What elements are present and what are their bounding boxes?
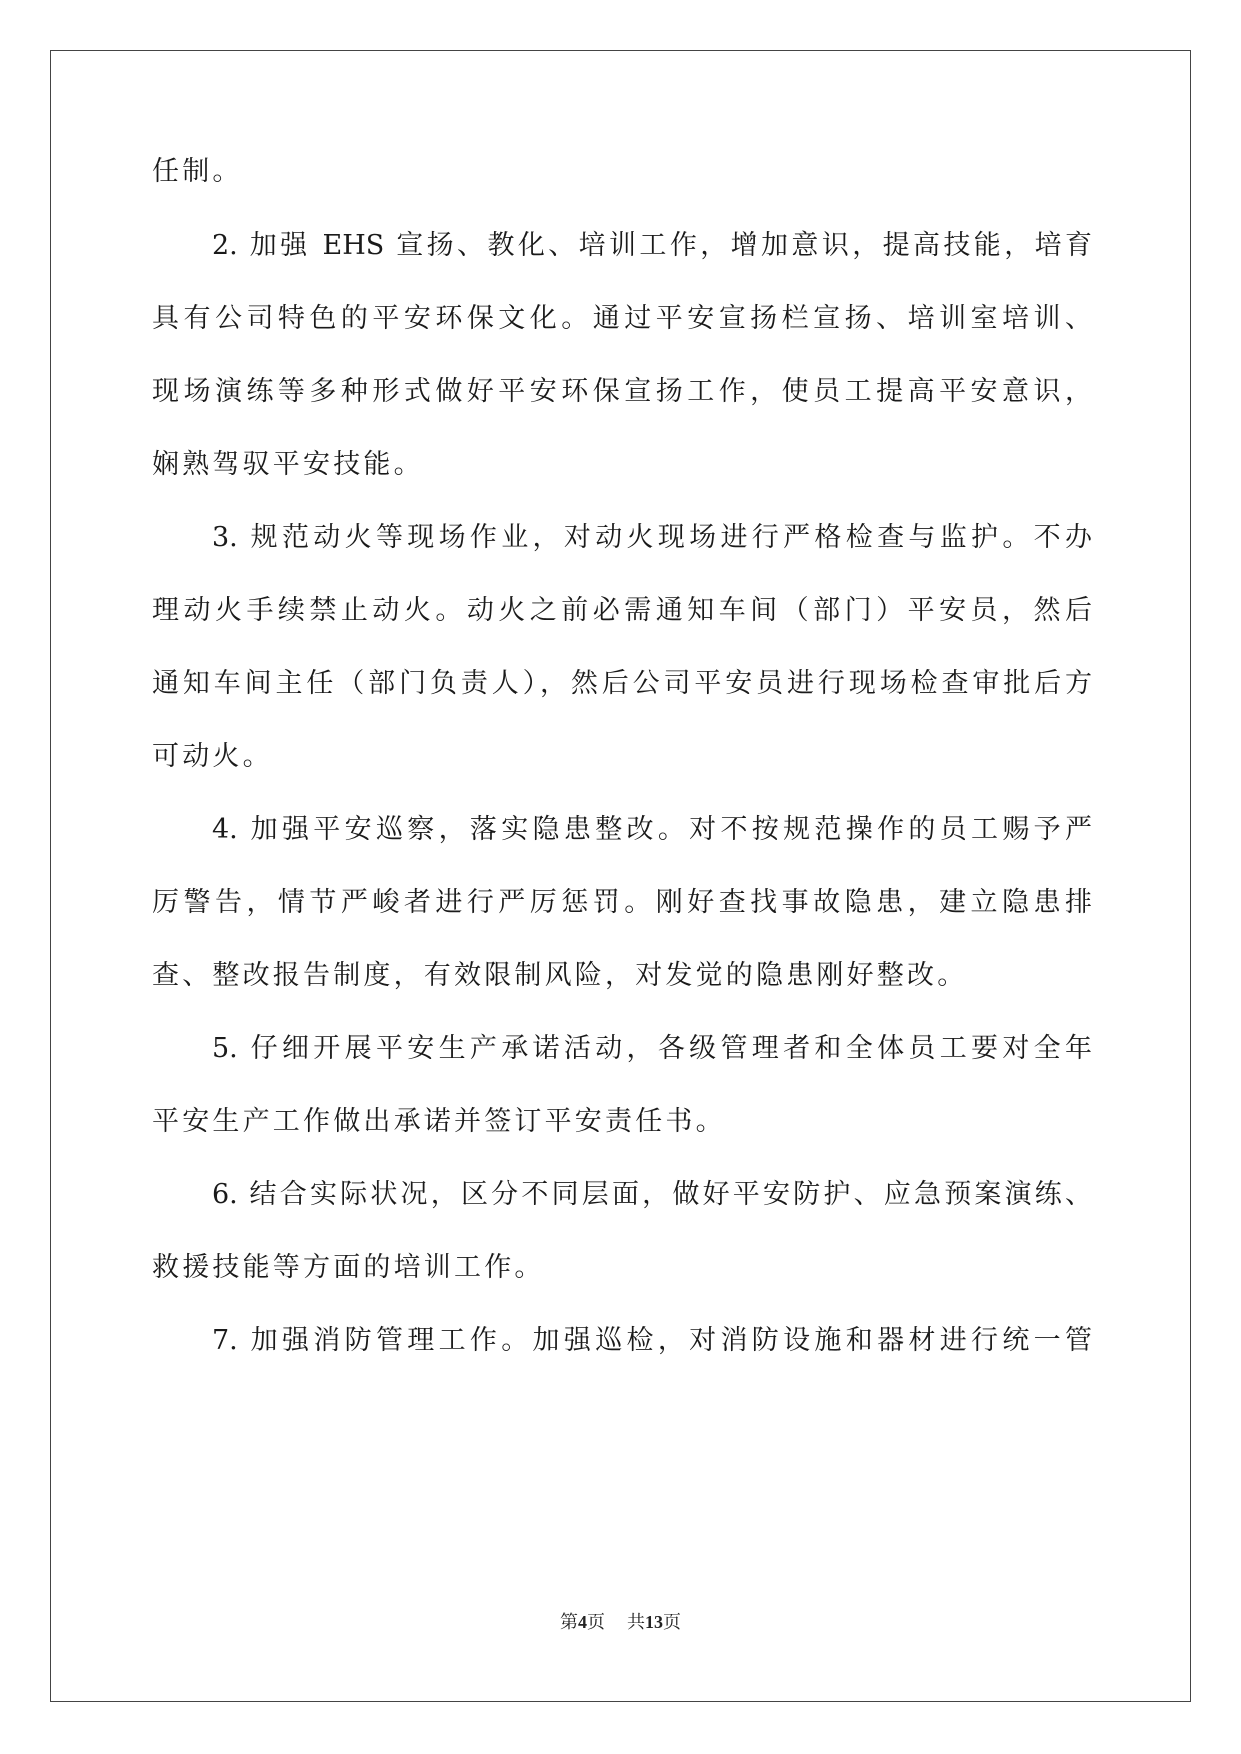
- paragraph-line: 理动火手续禁止动火。动火之前必需通知车间（部门）平安员，然后: [152, 595, 1092, 626]
- total-suffix: 页: [663, 1612, 681, 1633]
- page-number: 4: [578, 1612, 587, 1632]
- paragraph-line: 娴熟驾驭平安技能。: [152, 449, 424, 480]
- paragraph-line: 查、整改报告制度，有效限制风险，对发觉的隐患刚好整改。: [152, 960, 968, 991]
- paragraph-line: 可动火。: [152, 741, 273, 772]
- paragraph-line: 7. 加强消防管理工作。加强巡检，对消防设施和器材进行统一管: [212, 1325, 1092, 1356]
- page-footer: [0, 1610, 1241, 1635]
- paragraph-line: 现场演练等多种形式做好平安环保宣扬工作，使员工提高平安意识，: [152, 376, 1092, 407]
- total-pages: 13: [645, 1612, 663, 1632]
- paragraph-line: 救援技能等方面的培训工作。: [152, 1252, 545, 1283]
- paragraph-line: 厉警告，情节严峻者进行严厉惩罚。刚好查找事故隐患，建立隐患排: [152, 887, 1092, 918]
- page-prefix: 第: [560, 1612, 578, 1633]
- paragraph-line: 任制。: [152, 156, 243, 187]
- paragraph-line: 具有公司特色的平安环保文化。通过平安宣扬栏宣扬、培训室培训、: [152, 303, 1092, 334]
- page-suffix: 页: [587, 1612, 605, 1633]
- paragraph-line: 平安生产工作做出承诺并签订平安责任书。: [152, 1106, 726, 1137]
- paragraph-line: 4. 加强平安巡察，落实隐患整改。对不按规范操作的员工赐予严: [212, 814, 1092, 845]
- paragraph-line: 通知车间主任（部门负责人），然后公司平安员进行现场检查审批后方: [152, 668, 1092, 699]
- total-prefix: 共: [627, 1612, 645, 1633]
- page-border: [50, 50, 1191, 1702]
- paragraph-line: 2. 加强 EHS 宣扬、教化、培训工作，增加意识，提高技能，培育: [212, 230, 1092, 261]
- paragraph-line: 5. 仔细开展平安生产承诺活动，各级管理者和全体员工要对全年: [212, 1033, 1092, 1064]
- paragraph-line: 3. 规范动火等现场作业，对动火现场进行严格检查与监护。不办: [212, 522, 1092, 553]
- paragraph-line: 6. 结合实际状况，区分不同层面，做好平安防护、应急预案演练、: [212, 1179, 1092, 1210]
